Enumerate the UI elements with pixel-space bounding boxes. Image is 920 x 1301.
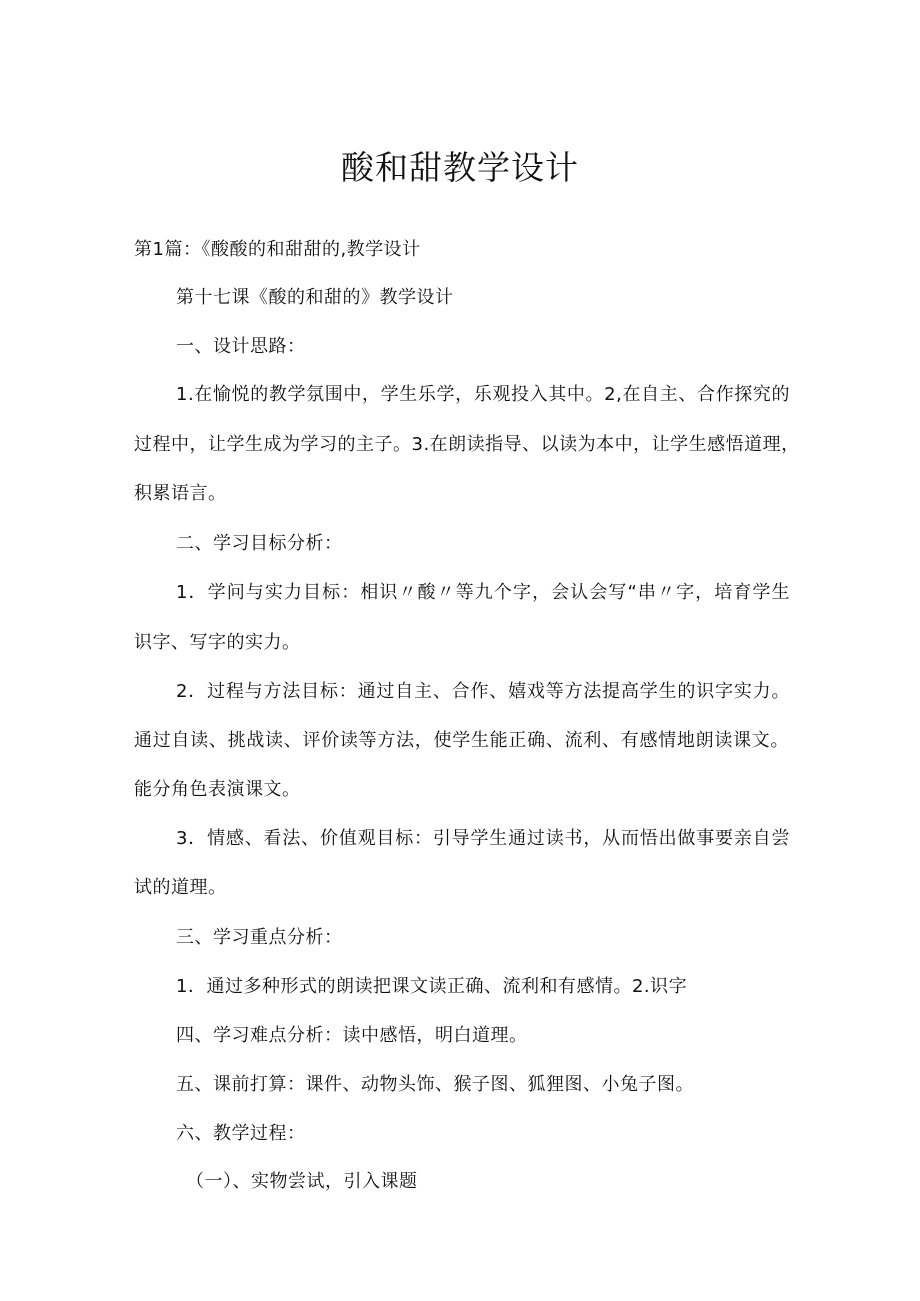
paragraph-line: 1．学问与实力目标：相识〃酸〃等九个字，会认会写“串〃字，培育学生 (176, 582, 790, 603)
paragraph-line: 通过自读、挑战读、评价读等方法，使学生能正确、流利、有感情地朗读课文。 (134, 730, 789, 751)
lesson-title: 第十七课《酸的和甜的》教学设计 (176, 287, 454, 308)
section-heading: 第1篇：《酸酸的和甜甜的,教学设计 (134, 239, 421, 260)
paragraph-line: 1.在愉悦的教学氛围中，学生乐学，乐观投入其中。2,在自主、合作探究的 (176, 384, 790, 405)
subheading-step-one: （一）、实物尝试，引入课题 (186, 1171, 418, 1192)
paragraph-line: 能分角色表演课文。 (134, 779, 301, 800)
heading-design-idea: 一、设计思路： (176, 336, 306, 357)
heading-teaching-process: 六、教学过程： (176, 1123, 306, 1144)
paragraph-line: 1．通过多种形式的朗读把课文读正确、流利和有感情。2.识字 (176, 976, 688, 997)
heading-difficulties: 四、学习难点分析：读中感悟，明白道理。 (176, 1025, 528, 1046)
paragraph-line: 3．情感、看法、价值观目标：引导学生通过读书，从而悟出做事要亲自尝 (176, 828, 790, 849)
paragraph-line: 识字、写字的实力。 (134, 632, 301, 653)
heading-preparation: 五、课前打算：课件、动物头饰、猴子图、狐狸图、小兔子图。 (176, 1074, 694, 1095)
heading-key-points: 三、学习重点分析： (176, 927, 343, 948)
paragraph-line: 2．过程与方法目标：通过自主、合作、嬉戏等方法提高学生的识字实力。 (176, 681, 790, 702)
paragraph-line: 过程中，让学生成为学习的主子。3.在朗读指导、以读为本中，让学生感悟道理， (134, 434, 800, 455)
document-title: 酸和甜教学设计 (341, 148, 579, 187)
paragraph-line: 试的道理。 (134, 877, 227, 898)
heading-learning-goals: 二、学习目标分析： (176, 533, 343, 554)
paragraph-line: 积累语言。 (134, 483, 227, 504)
